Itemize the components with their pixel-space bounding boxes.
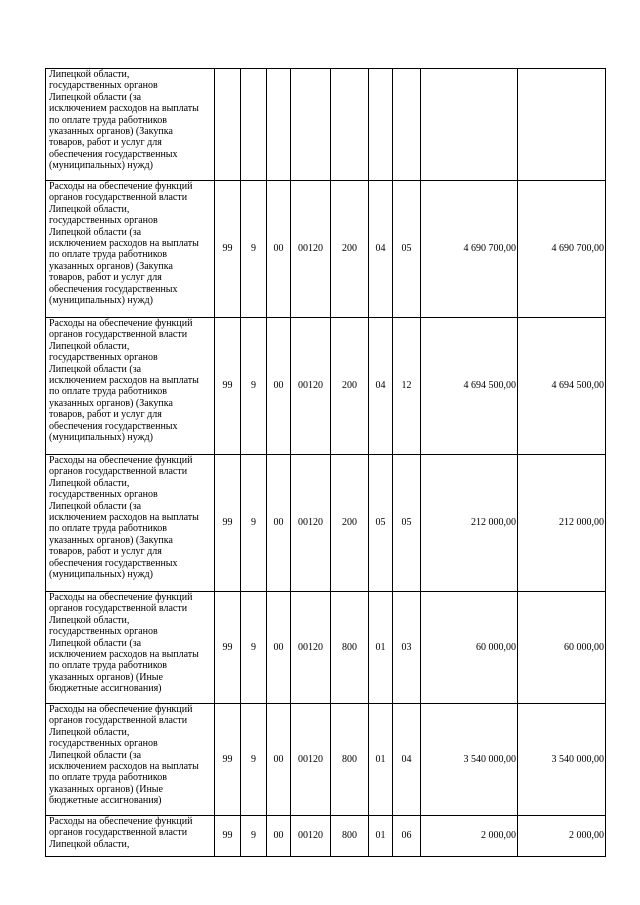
expense-description bbox=[46, 455, 215, 592]
amount-year-2: 60 000,00 bbox=[518, 592, 606, 704]
main-event-code: 00 bbox=[267, 704, 291, 816]
description-line: указанных органов) (Иные bbox=[49, 671, 163, 683]
description-line: государственных органов bbox=[49, 215, 158, 227]
expense-description bbox=[46, 181, 215, 318]
description-line: по оплате труда работников bbox=[49, 772, 167, 784]
section-code: 01 bbox=[369, 816, 393, 857]
description-line: по оплате труда работников bbox=[49, 114, 167, 126]
expense-description bbox=[46, 704, 215, 816]
expense-type-code bbox=[331, 69, 369, 181]
description-line: обеспечения государственных bbox=[49, 557, 178, 569]
expense-type-code: 200 bbox=[331, 455, 369, 592]
main-event-code: 00 bbox=[267, 181, 291, 318]
description-line: исключением расходов на выплаты bbox=[49, 649, 199, 661]
description-line: органов государственной власти bbox=[49, 715, 188, 727]
description-line: Расходы на обеспечение функций bbox=[49, 318, 193, 329]
section-code: 04 bbox=[369, 181, 393, 318]
description-line: обеспечения государственных bbox=[49, 283, 178, 295]
description-line: государственных органов bbox=[49, 352, 158, 364]
description-line: Расходы на обеспечение функций bbox=[49, 816, 193, 827]
description-line: (муниципальных) нужд) bbox=[49, 160, 153, 172]
main-event-code bbox=[267, 69, 291, 181]
description-line: Липецкой области, bbox=[49, 203, 130, 215]
expense-type-code: 800 bbox=[331, 816, 369, 857]
subprogram-code: 9 bbox=[241, 816, 267, 857]
program-code: 99 bbox=[215, 816, 241, 857]
description-line: Липецкой области, bbox=[49, 614, 130, 626]
program-code: 99 bbox=[215, 455, 241, 592]
description-line: обеспечения государственных bbox=[49, 148, 178, 160]
description-line: (муниципальных) нужд) bbox=[49, 569, 153, 581]
program-code: 99 bbox=[215, 181, 241, 318]
direction-code: 00120 bbox=[291, 704, 331, 816]
description-line: обеспечения государственных bbox=[49, 420, 178, 432]
main-event-code: 00 bbox=[267, 816, 291, 857]
description-line: указанных органов) (Закупка bbox=[49, 397, 173, 409]
description-line: Липецкой области (за bbox=[49, 91, 142, 103]
description-line: по оплате труда работников bbox=[49, 523, 167, 535]
subprogram-code: 9 bbox=[241, 704, 267, 816]
section-code: 01 bbox=[369, 704, 393, 816]
amount-year-2: 212 000,00 bbox=[518, 455, 606, 592]
description-line: товаров, работ и услуг для bbox=[49, 409, 162, 421]
description-line: Липецкой области (за bbox=[49, 637, 142, 649]
direction-code bbox=[291, 69, 331, 181]
direction-code: 00120 bbox=[291, 592, 331, 704]
description-line: по оплате труда работников bbox=[49, 386, 167, 398]
subprogram-code bbox=[241, 69, 267, 181]
description-line: по оплате труда работников bbox=[49, 660, 167, 672]
table-row bbox=[46, 181, 606, 318]
amount-year-1: 2 000,00 bbox=[421, 816, 518, 857]
description-line: государственных органов bbox=[49, 489, 158, 501]
description-line: Липецкой области (за bbox=[49, 226, 142, 238]
description-line: Липецкой области (за bbox=[49, 500, 142, 512]
amount-year-1: 4 694 500,00 bbox=[421, 318, 518, 455]
amount-year-2: 4 694 500,00 bbox=[518, 318, 606, 455]
description-line: бюджетные ассигнования) bbox=[49, 795, 162, 807]
amount-year-2: 3 540 000,00 bbox=[518, 704, 606, 816]
subprogram-code: 9 bbox=[241, 592, 267, 704]
section-code: 01 bbox=[369, 592, 393, 704]
description-line: указанных органов) (Закупка bbox=[49, 534, 173, 546]
amount-year-2: 4 690 700,00 bbox=[518, 181, 606, 318]
expense-type-code: 800 bbox=[331, 704, 369, 816]
description-line: указанных органов) (Закупка bbox=[49, 126, 173, 138]
subsection-code: 05 bbox=[393, 455, 421, 592]
description-line: органов государственной власти bbox=[49, 192, 188, 204]
amount-year-1: 4 690 700,00 bbox=[421, 181, 518, 318]
program-code: 99 bbox=[215, 704, 241, 816]
subsection-code: 03 bbox=[393, 592, 421, 704]
description-line: исключением расходов на выплаты bbox=[49, 238, 199, 250]
subprogram-code: 9 bbox=[241, 318, 267, 455]
subprogram-code: 9 bbox=[241, 181, 267, 318]
description-line: указанных органов) (Закупка bbox=[49, 260, 173, 272]
expense-description bbox=[46, 592, 215, 704]
description-line: органов государственной власти bbox=[49, 827, 188, 839]
table-row bbox=[46, 69, 606, 181]
subprogram-code: 9 bbox=[241, 455, 267, 592]
subsection-code: 05 bbox=[393, 181, 421, 318]
section-code bbox=[369, 69, 393, 181]
description-line: товаров, работ и услуг для bbox=[49, 272, 162, 284]
amount-year-1: 3 540 000,00 bbox=[421, 704, 518, 816]
amount-year-1: 212 000,00 bbox=[421, 455, 518, 592]
description-line: Расходы на обеспечение функций bbox=[49, 592, 193, 603]
description-line: Липецкой области, bbox=[49, 340, 130, 352]
expense-type-code: 200 bbox=[331, 181, 369, 318]
expense-description bbox=[46, 69, 215, 181]
description-line: исключением расходов на выплаты bbox=[49, 375, 199, 387]
description-line: Липецкой области (за bbox=[49, 363, 142, 375]
direction-code: 00120 bbox=[291, 816, 331, 857]
direction-code: 00120 bbox=[291, 318, 331, 455]
table-row bbox=[46, 816, 606, 857]
amount-year-2: 2 000,00 bbox=[518, 816, 606, 857]
program-code: 99 bbox=[215, 592, 241, 704]
description-line: товаров, работ и услуг для bbox=[49, 546, 162, 558]
table-row bbox=[46, 592, 606, 704]
description-line: Расходы на обеспечение функций bbox=[49, 455, 193, 466]
description-line: исключением расходов на выплаты bbox=[49, 103, 199, 115]
direction-code: 00120 bbox=[291, 455, 331, 592]
main-event-code: 00 bbox=[267, 592, 291, 704]
expense-description bbox=[46, 816, 215, 857]
description-line: исключением расходов на выплаты bbox=[49, 512, 199, 524]
description-line: указанных органов) (Иные bbox=[49, 783, 163, 795]
description-line: (муниципальных) нужд) bbox=[49, 432, 153, 444]
direction-code: 00120 bbox=[291, 181, 331, 318]
description-line: Липецкой области, bbox=[49, 69, 130, 80]
subsection-code: 12 bbox=[393, 318, 421, 455]
expense-description bbox=[46, 318, 215, 455]
expense-type-code: 200 bbox=[331, 318, 369, 455]
description-line: бюджетные ассигнования) bbox=[49, 683, 162, 695]
description-line: Липецкой области, bbox=[49, 726, 130, 738]
section-code: 04 bbox=[369, 318, 393, 455]
program-code bbox=[215, 69, 241, 181]
description-line: по оплате труда работников bbox=[49, 249, 167, 261]
description-line: Расходы на обеспечение функций bbox=[49, 181, 193, 192]
description-line: Липецкой области, bbox=[49, 477, 130, 489]
section-code: 05 bbox=[369, 455, 393, 592]
subsection-code: 06 bbox=[393, 816, 421, 857]
amount-year-1 bbox=[421, 69, 518, 181]
description-line: (муниципальных) нужд) bbox=[49, 295, 153, 307]
description-line: товаров, работ и услуг для bbox=[49, 137, 162, 149]
description-line: Липецкой области (за bbox=[49, 749, 142, 761]
main-event-code: 00 bbox=[267, 318, 291, 455]
table-row bbox=[46, 455, 606, 592]
budget-table bbox=[45, 68, 606, 857]
program-code: 99 bbox=[215, 318, 241, 455]
subsection-code: 04 bbox=[393, 704, 421, 816]
expense-type-code: 800 bbox=[331, 592, 369, 704]
description-line: государственных органов bbox=[49, 626, 158, 638]
description-line: органов государственной власти bbox=[49, 329, 188, 341]
description-line: Расходы на обеспечение функций bbox=[49, 704, 193, 715]
subsection-code bbox=[393, 69, 421, 181]
amount-year-1: 60 000,00 bbox=[421, 592, 518, 704]
main-event-code: 00 bbox=[267, 455, 291, 592]
description-line: Липецкой области, bbox=[49, 838, 130, 850]
description-line: органов государственной власти bbox=[49, 466, 188, 478]
amount-year-2 bbox=[518, 69, 606, 181]
description-line: исключением расходов на выплаты bbox=[49, 761, 199, 773]
description-line: органов государственной власти bbox=[49, 603, 188, 615]
table-row bbox=[46, 318, 606, 455]
description-line: государственных органов bbox=[49, 80, 158, 92]
description-line: государственных органов bbox=[49, 738, 158, 750]
table-row bbox=[46, 704, 606, 816]
